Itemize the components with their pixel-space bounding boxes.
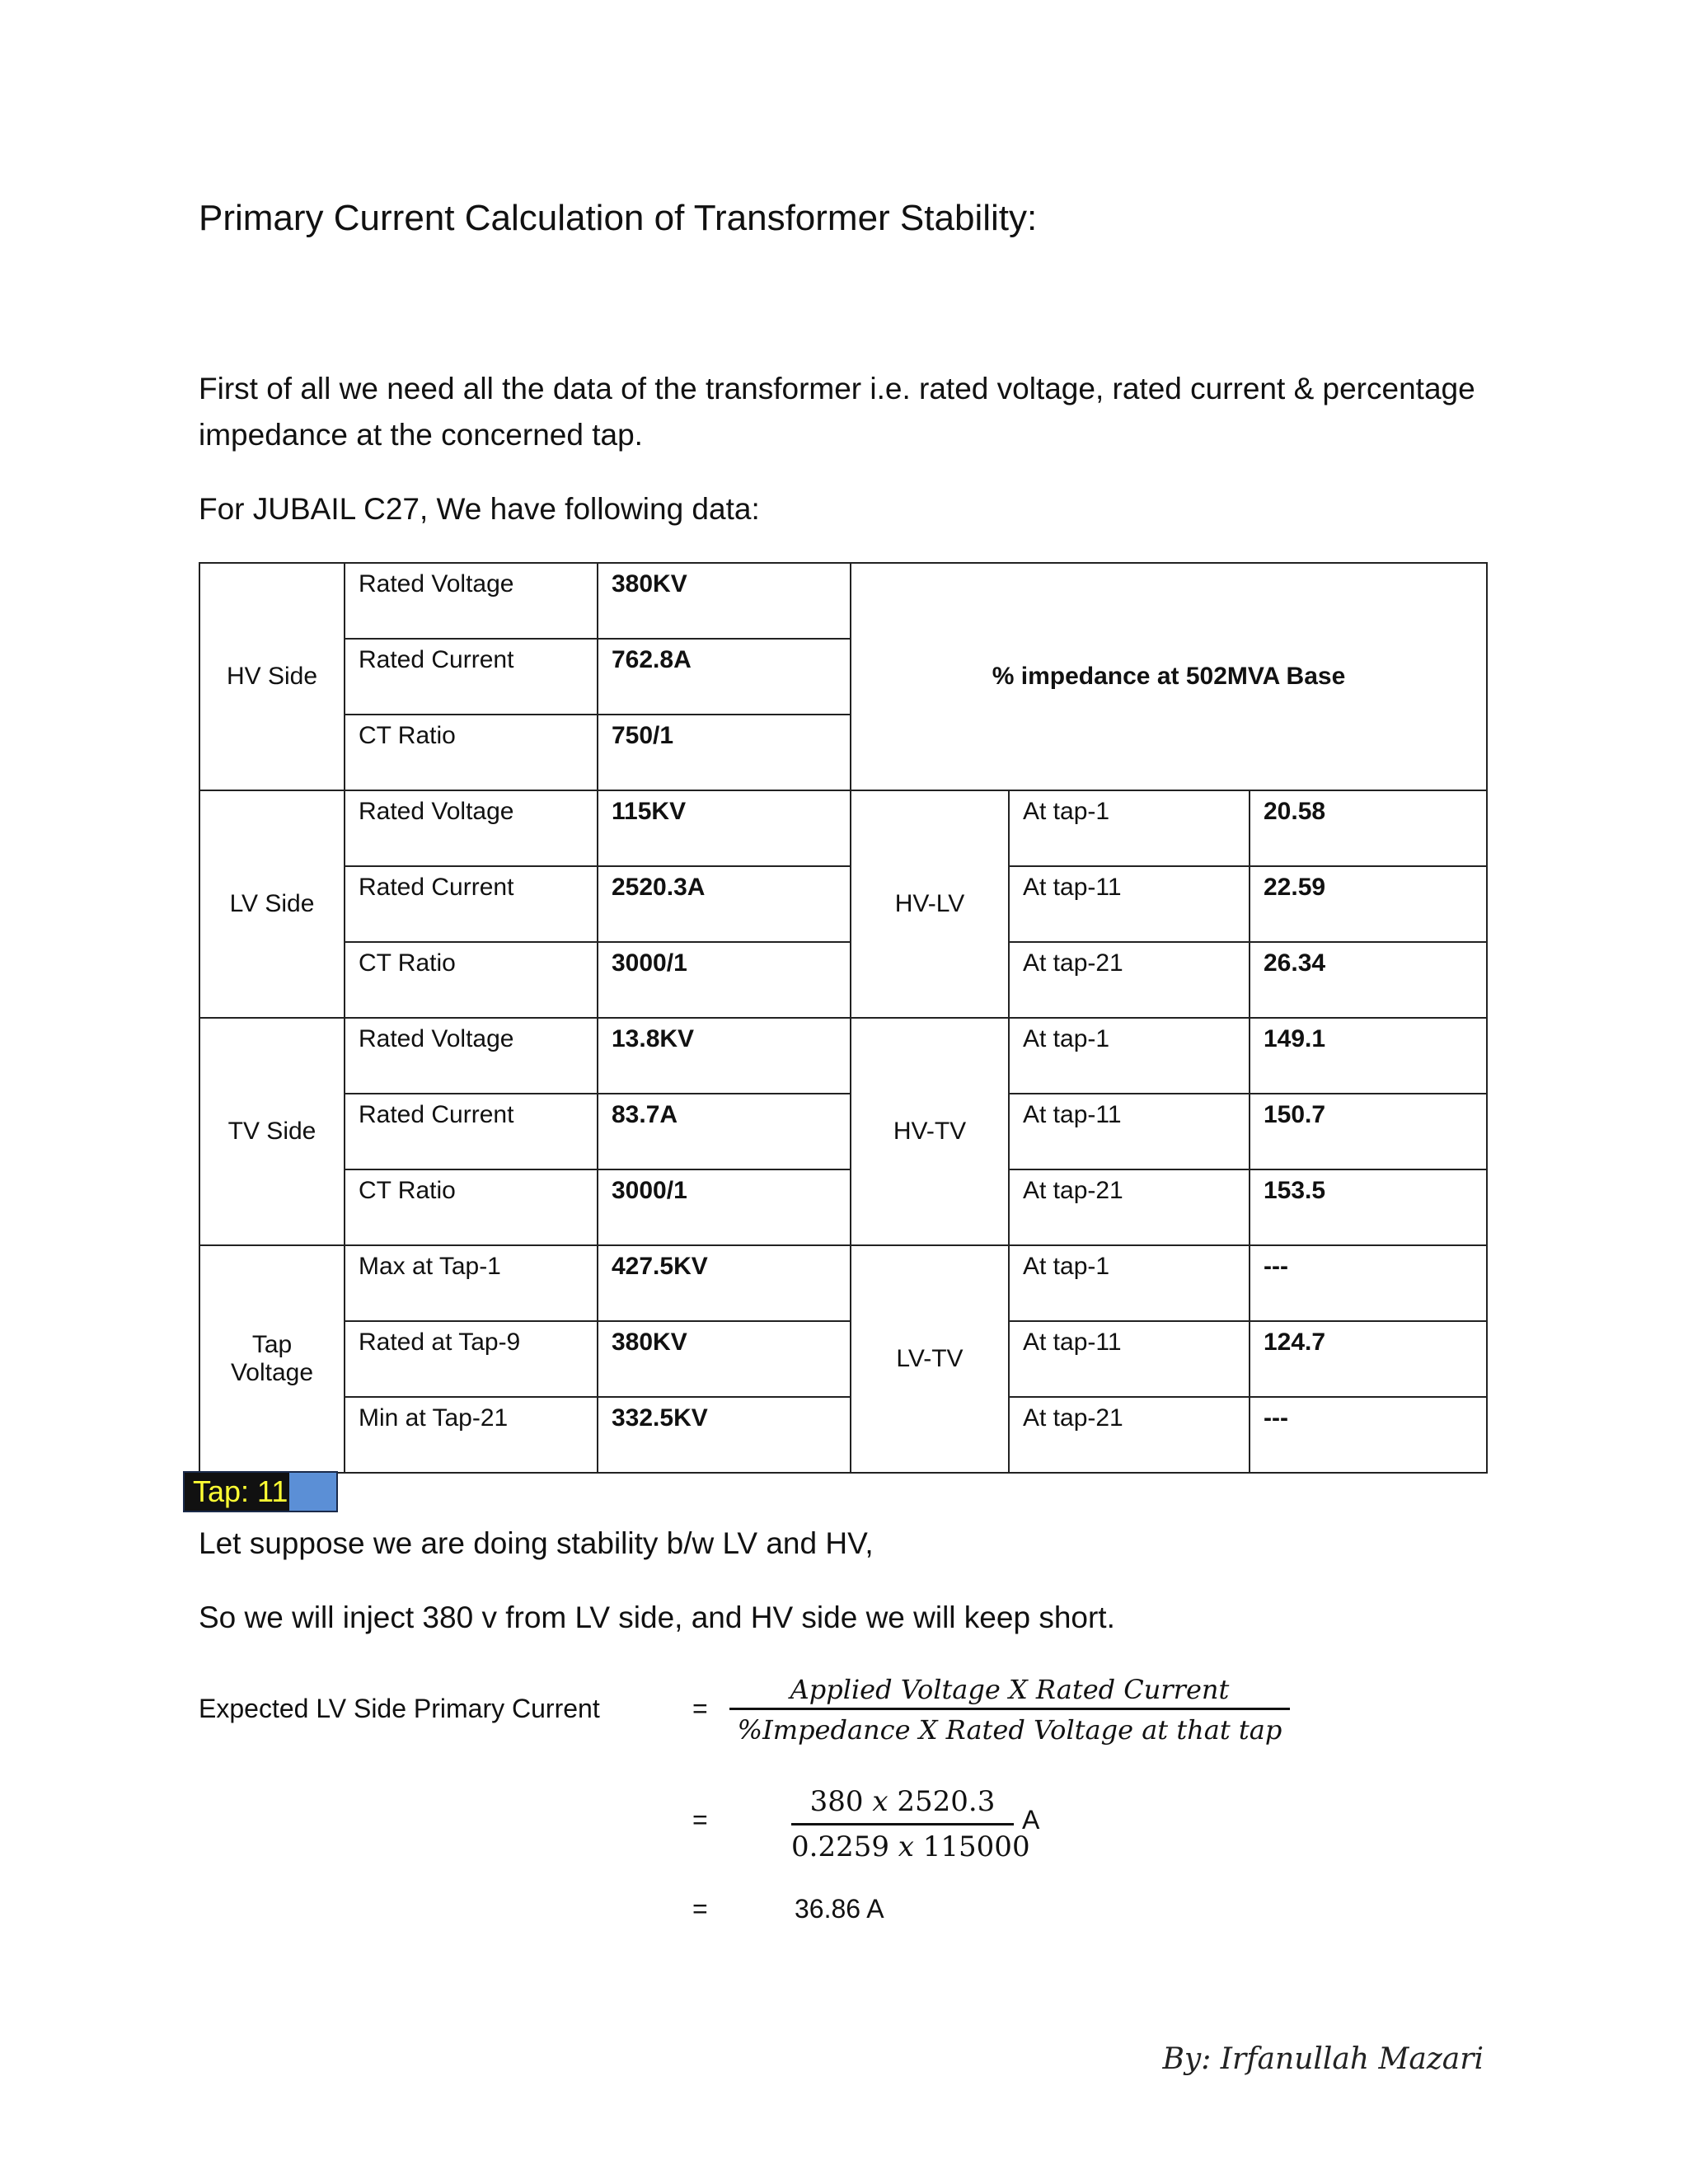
param-cell: Rated Current	[345, 1094, 598, 1169]
param-cell: Rated Current	[345, 639, 598, 715]
tap-label-text: Tap: 11	[185, 1473, 289, 1511]
param-cell: Rated Voltage	[345, 790, 598, 866]
tap-cell: At tap-21	[1009, 1397, 1250, 1473]
winding-pair-label: HV-LV	[851, 790, 1009, 1018]
winding-pair-label: LV-TV	[851, 1245, 1009, 1473]
param-cell: Rated Voltage	[345, 563, 598, 639]
data-intro-paragraph: For JUBAIL C27, We have following data:	[199, 492, 760, 526]
impedance-cell: 26.34	[1250, 942, 1487, 1018]
param-cell: CT Ratio	[345, 1169, 598, 1245]
intro-paragraph: First of all we need all the data of the transformer i.e. rated voltage, rated current & percentage impedance at the concerned tap.	[199, 372, 1475, 452]
numeric-numerator	[791, 1780, 1014, 1823]
param-cell: Min at Tap-21	[345, 1397, 598, 1473]
tap-cell: At tap-11	[1009, 1321, 1250, 1397]
value-cell: 380KV	[598, 1321, 851, 1397]
impedance-cell: 20.58	[1250, 790, 1487, 866]
value-cell: 762.8A	[598, 639, 851, 715]
author-signature: By: Irfanullah Mazari	[1162, 2042, 1484, 2076]
value-cell: 427.5KV	[598, 1245, 851, 1321]
table-row	[199, 1094, 1487, 1169]
number: 0.2259	[791, 1830, 889, 1863]
stability-paragraph: Let suppose we are doing stability b/w LV and HV,	[199, 1526, 874, 1560]
side-label-line: Tap	[251, 1331, 293, 1358]
tap-label-highlight	[183, 1471, 338, 1512]
transformer-data-table	[199, 562, 1488, 1474]
param-cell: Rated Voltage	[345, 1018, 598, 1094]
inject-paragraph: So we will inject 380 v from LV side, and HV side we will keep short.	[199, 1601, 1115, 1634]
tap-cell: At tap-1	[1009, 1245, 1250, 1321]
value-cell: 750/1	[598, 715, 851, 790]
impedance-cell: ---	[1250, 1397, 1487, 1473]
equation-label: Expected LV Side Primary Current	[199, 1694, 600, 1723]
winding-pair-label: HV-TV	[851, 1018, 1009, 1245]
equals-sign: =	[692, 1694, 708, 1723]
impedance-cell: 149.1	[1250, 1018, 1487, 1094]
table-row	[199, 563, 1487, 639]
side-label-line: Voltage	[230, 1359, 314, 1386]
table-row	[199, 790, 1487, 866]
value-cell: 83.7A	[598, 1094, 851, 1169]
formula-fraction	[729, 1671, 1290, 1750]
number: 115000	[922, 1830, 1030, 1863]
param-cell: CT Ratio	[345, 942, 598, 1018]
number: 2520.3	[897, 1785, 996, 1818]
numeric-denominator	[791, 1825, 1030, 1868]
tap-cell: At tap-11	[1009, 866, 1250, 942]
impedance-cell: 153.5	[1250, 1169, 1487, 1245]
number: 380	[809, 1785, 864, 1818]
unit-label: A	[1022, 1805, 1040, 1835]
tap-cell: At tap-1	[1009, 1018, 1250, 1094]
value-cell: 332.5KV	[598, 1397, 851, 1473]
page-title: Primary Current Calculation of Transformer Stability:	[199, 198, 1038, 238]
value-cell: 3000/1	[598, 942, 851, 1018]
table-row	[199, 942, 1487, 1018]
table-row	[199, 1245, 1487, 1321]
tap-cell: At tap-21	[1009, 1169, 1250, 1245]
equals-sign: =	[692, 1805, 708, 1835]
formula-denominator: %Impedance X Rated Voltage at that tap	[737, 1714, 1282, 1746]
value-cell: 13.8KV	[598, 1018, 851, 1094]
value-cell: 115KV	[598, 790, 851, 866]
side-label: LV Side	[199, 790, 345, 1018]
tap-cell: At tap-1	[1009, 790, 1250, 866]
result-value: 36.86 A	[795, 1894, 884, 1924]
times-symbol: x	[872, 1785, 889, 1818]
side-label: TV Side	[199, 1018, 345, 1245]
impedance-cell: 150.7	[1250, 1094, 1487, 1169]
impedance-cell: ---	[1250, 1245, 1487, 1321]
table-row	[199, 1321, 1487, 1397]
table-row	[199, 1397, 1487, 1473]
tap-cell: At tap-21	[1009, 942, 1250, 1018]
table-row	[199, 1169, 1487, 1245]
side-label	[199, 1245, 345, 1473]
param-cell: Rated at Tap-9	[345, 1321, 598, 1397]
param-cell: CT Ratio	[345, 715, 598, 790]
impedance-header: % impedance at 502MVA Base	[851, 563, 1487, 790]
value-cell: 380KV	[598, 563, 851, 639]
table-row	[199, 866, 1487, 942]
impedance-cell: 124.7	[1250, 1321, 1487, 1397]
impedance-cell: 22.59	[1250, 866, 1487, 942]
equals-sign: =	[692, 1894, 708, 1924]
times-symbol: x	[898, 1830, 914, 1863]
value-cell: 2520.3A	[598, 866, 851, 942]
table-row	[199, 1018, 1487, 1094]
param-cell: Rated Current	[345, 866, 598, 942]
tap-cell: At tap-11	[1009, 1094, 1250, 1169]
numeric-fraction	[791, 1780, 1030, 1868]
side-label: HV Side	[199, 563, 345, 790]
param-cell: Max at Tap-1	[345, 1245, 598, 1321]
formula-numerator: Applied Voltage X Rated Current	[790, 1674, 1230, 1705]
value-cell: 3000/1	[598, 1169, 851, 1245]
